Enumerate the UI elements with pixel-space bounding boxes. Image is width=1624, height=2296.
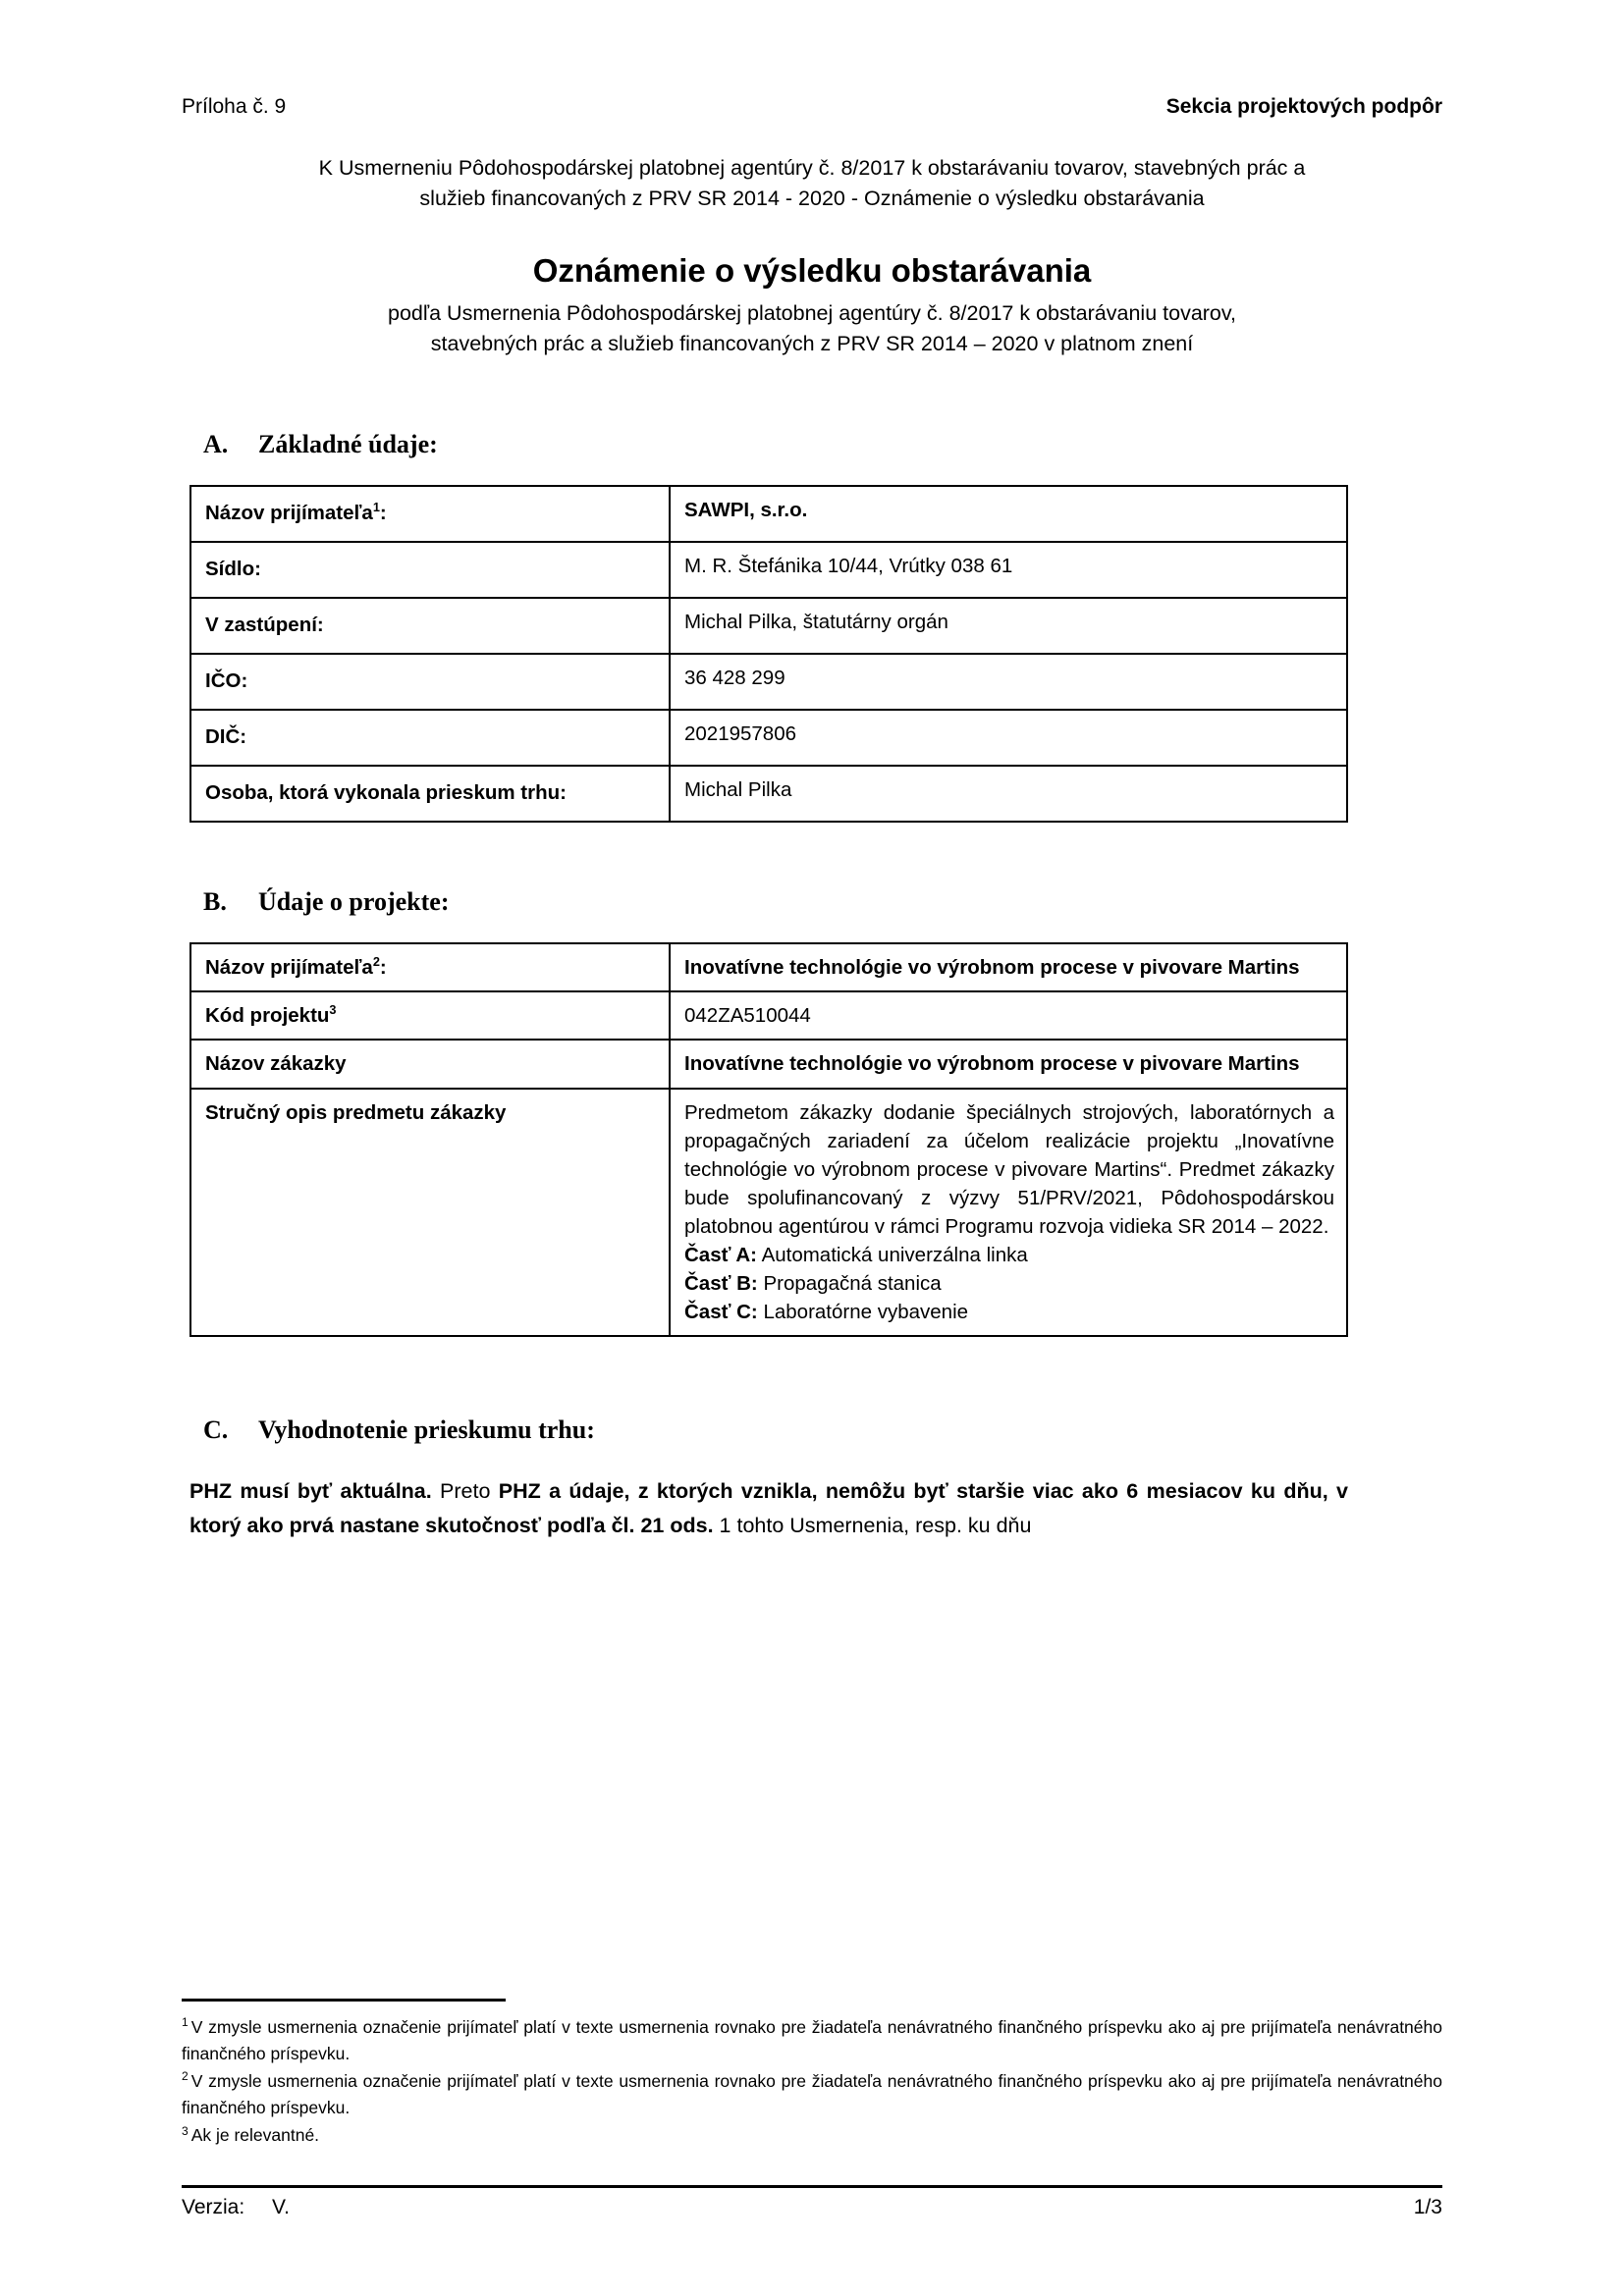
footnote-2-text: V zmysle usmernenia označenie prijímateľ platí v texte usmernenia rovnako pre žiadateľa nenávratného finančného príspevku ako aj pre prijímateľa nenávratného finančného príspevku. bbox=[182, 2071, 1442, 2117]
row-label-strucny-opis: Stručný opis predmetu zákazky bbox=[190, 1089, 670, 1337]
section-a-letter: A. bbox=[203, 430, 229, 459]
footnote-1-text: V zmysle usmernenia označenie prijímateľ platí v texte usmernenia rovnako pre žiadateľa nenávratného finančného príspevku ako aj pre prijímateľa nenávratného finančného príspevku. bbox=[182, 2017, 1442, 2063]
phz-normal-1: Preto bbox=[431, 1479, 499, 1504]
row-label-nazov-prijimatela: Názov prijímateľa$^1$: bbox=[190, 486, 670, 542]
row-label-ico: IČO: bbox=[190, 654, 670, 710]
row-label-nazov-prijimatela-2: Názov prijímateľa$^2$: bbox=[190, 943, 670, 991]
row-value-dic: 2021957806 bbox=[670, 710, 1347, 766]
section-heading-b bbox=[203, 887, 1442, 917]
page-subtitle bbox=[182, 298, 1442, 359]
part-b-label: Časť B: bbox=[684, 1272, 758, 1296]
intro-line-1: K Usmerneniu Pôdohospodárskej platobnej agentúry č. 8/2017 k obstarávaniu tovarov, stavebných prác a bbox=[318, 156, 1306, 181]
phz-normal-2: 1 tohto Usmernenia, resp. ku dňu bbox=[713, 1514, 1032, 1538]
row-label-nazov-zakazky: Názov zákazky bbox=[190, 1040, 670, 1088]
table-row bbox=[190, 991, 1347, 1040]
row-value-osoba-prieskum: Michal Pilka bbox=[670, 766, 1347, 822]
section-b-title: Údaje o projekte: bbox=[258, 887, 450, 917]
section-heading-a bbox=[203, 430, 1442, 459]
row-label-dic: DIČ: bbox=[190, 710, 670, 766]
part-a-line bbox=[684, 1241, 1334, 1269]
description-paragraph: Predmetom zákazky dodanie špeciálnych strojových, laboratórnych a propagačných zariadení za účelom realizácie projektu „Inovatívne technológie vo výrobnom procese v pivovare Martins“. Predmet zákazky bude spolufinancovaný z výzvy 51/PRV/2021, Pôdohospodárskou platobnou agentúrou v rámci Programu rozvoja vidieka SR 2014 – 2022. bbox=[684, 1100, 1334, 1238]
version-block bbox=[182, 2196, 290, 2219]
section-c-title: Vyhodnotenie prieskumu trhu: bbox=[258, 1415, 595, 1445]
footnote-ref: 3 bbox=[329, 1002, 337, 1018]
part-c-text: Laboratórne vybavenie bbox=[757, 1301, 969, 1324]
table-row bbox=[190, 1040, 1347, 1088]
subtitle-line-2: stavebných prác a služieb financovaných z PRV SR 2014 – 2020 v platnom znení bbox=[430, 332, 1194, 356]
row-value-sidlo: M. R. Štefánika 10/44, Vrútky 038 61 bbox=[670, 542, 1347, 598]
row-label-osoba-prieskum: Osoba, ktorá vykonala prieskum trhu: bbox=[190, 766, 670, 822]
department-label: Sekcia projektových podpôr bbox=[1165, 95, 1442, 118]
table-row bbox=[190, 710, 1347, 766]
page-footer bbox=[182, 2185, 1442, 2219]
row-value-v-zastupeni: Michal Pilka, štatutárny orgán bbox=[670, 598, 1347, 654]
table-row bbox=[190, 1089, 1347, 1337]
footnote-ref: 2 bbox=[372, 954, 380, 970]
project-data-table bbox=[189, 942, 1348, 1337]
footnote-3-text: Ak je relevantné. bbox=[190, 2125, 320, 2146]
footnote-1 bbox=[182, 2014, 1442, 2066]
version-value: V. bbox=[272, 2196, 290, 2218]
section-b-letter: B. bbox=[203, 887, 227, 917]
row-label-sidlo: Sídlo: bbox=[190, 542, 670, 598]
running-head bbox=[182, 93, 1442, 120]
footnote-2 bbox=[182, 2068, 1442, 2120]
row-value-nazov-prijimatela: SAWPI, s.r.o. bbox=[670, 486, 1347, 542]
section-a-title: Základné údaje: bbox=[258, 430, 438, 459]
table-row bbox=[190, 654, 1347, 710]
footnotes-block bbox=[182, 1999, 1442, 2151]
section-c-letter: C. bbox=[203, 1415, 229, 1445]
document-intro bbox=[182, 153, 1442, 214]
table-row bbox=[190, 486, 1347, 542]
row-value-nazov-prijimatela-2: Inovatívne technológie vo výrobnom procese v pivovare Martins bbox=[670, 943, 1347, 991]
phz-bold-2: PHZ a údaje, z ktorých vznikla, nemôžu byť staršie viac ako 6 mesiacov ku dňu, v ktorý ako prvá nastane skutočnosť podľa čl. 21 ods. bbox=[189, 1479, 1348, 1538]
footer-separator bbox=[182, 2185, 1442, 2188]
table-row bbox=[190, 542, 1347, 598]
table-row bbox=[190, 943, 1347, 991]
part-b-line bbox=[684, 1269, 1334, 1298]
phz-paragraph bbox=[189, 1474, 1348, 1543]
footnote-2-mark: 2 bbox=[182, 2069, 189, 2084]
footnote-separator bbox=[182, 1999, 506, 2002]
row-label-v-zastupeni: V zastúpení: bbox=[190, 598, 670, 654]
section-heading-c bbox=[203, 1415, 1442, 1445]
version-label: Verzia: bbox=[182, 2196, 245, 2218]
intro-line-2: služieb financovaných z PRV SR 2014 - 2020 - Oznámenie o výsledku obstarávania bbox=[419, 187, 1205, 211]
row-value-strucny-opis bbox=[670, 1089, 1347, 1337]
page-number: 1/3 bbox=[1413, 2196, 1442, 2218]
row-value-nazov-zakazky: Inovatívne technológie vo výrobnom procese v pivovare Martins bbox=[670, 1040, 1347, 1088]
annex-label: Príloha č. 9 bbox=[182, 95, 287, 118]
part-c-line bbox=[684, 1298, 1334, 1326]
row-label-kod-projektu: Kód projektu$^3$ bbox=[190, 991, 670, 1040]
part-a-text: Automatická univerzálna linka bbox=[757, 1244, 1028, 1267]
part-c-label: Časť C: bbox=[684, 1301, 758, 1324]
part-a-label: Časť A: bbox=[684, 1244, 757, 1267]
row-value-kod-projektu: 042ZA510044 bbox=[670, 991, 1347, 1040]
phz-bold-1: PHZ musí byť aktuálna. bbox=[189, 1479, 432, 1504]
footnote-3 bbox=[182, 2122, 1442, 2149]
footer-row bbox=[182, 2196, 1442, 2219]
basic-data-table bbox=[189, 485, 1348, 823]
page-title: Oznámenie o výsledku obstarávania bbox=[532, 251, 1092, 289]
part-b-text: Propagačná stanica bbox=[757, 1272, 942, 1296]
footnote-ref: 1 bbox=[372, 500, 380, 515]
table-row bbox=[190, 598, 1347, 654]
subtitle-line-1: podľa Usmernenia Pôdohospodárskej platobnej agentúry č. 8/2017 k obstarávaniu tovarov, bbox=[387, 300, 1237, 325]
footnote-3-mark: 3 bbox=[182, 2123, 189, 2138]
row-value-ico: 36 428 299 bbox=[670, 654, 1347, 710]
table-row bbox=[190, 766, 1347, 822]
footnote-1-mark: 1 bbox=[182, 2015, 189, 2030]
